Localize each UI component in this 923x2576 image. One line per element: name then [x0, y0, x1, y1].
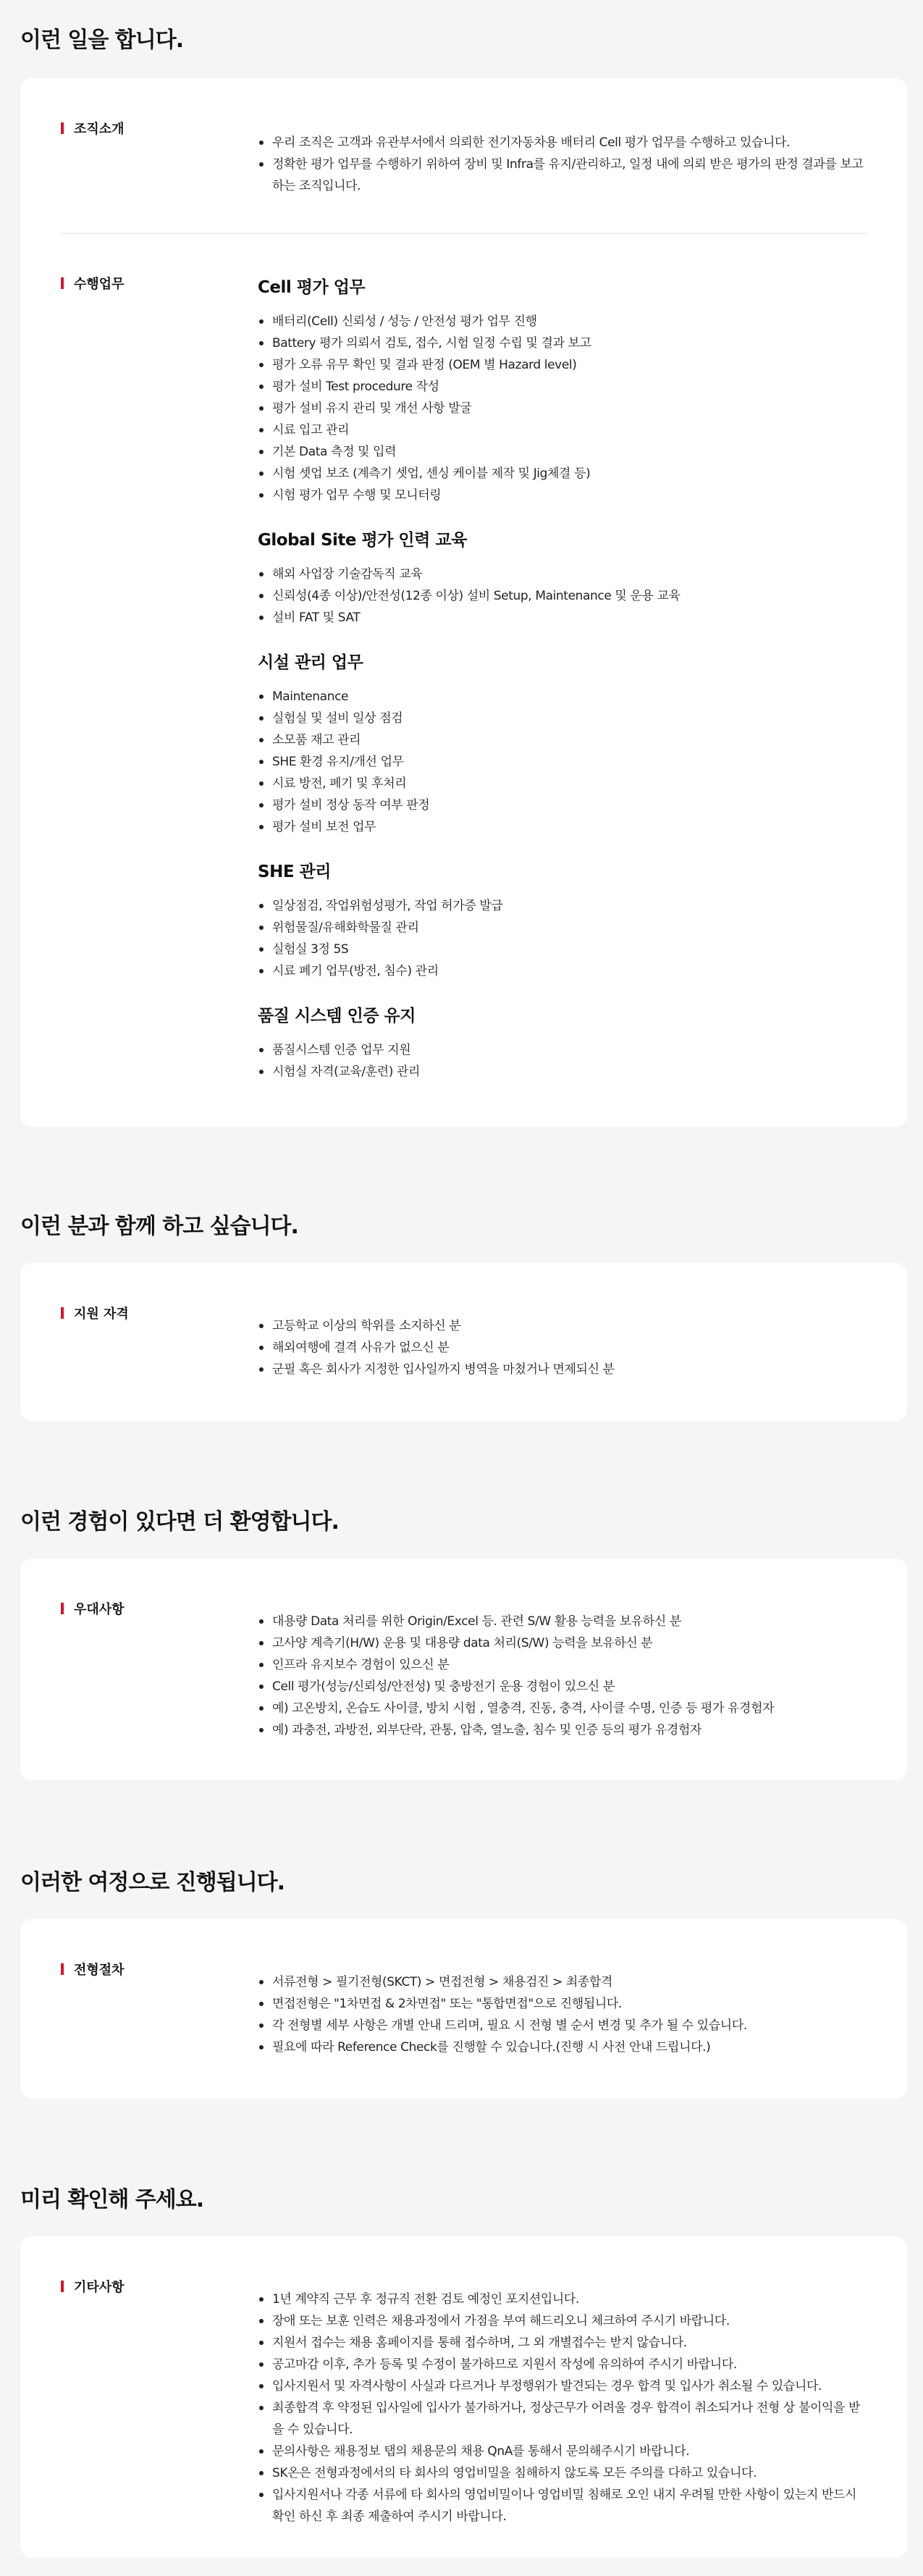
list-item: 시험 셋업 보조 (계측기 셋업, 센싱 케이블 제작 및 Jig체결 등) [258, 463, 867, 484]
list-item: 품질시스템 인증 업무 지원 [258, 1039, 867, 1061]
duty-block-list [258, 1039, 867, 1083]
duty-block [258, 1002, 867, 1083]
red-marker-icon [61, 1307, 64, 1319]
duty-block [258, 274, 867, 506]
job-description-card [20, 78, 907, 1127]
list-item: 해외여행에 결격 사유가 없으신 분 [258, 1337, 867, 1359]
list-item: 서류전형 > 필기전형(SKCT) > 면접전형 > 채용검진 > 최종합격 [258, 1971, 867, 1993]
org-intro-content [258, 132, 867, 197]
list-item: 평가 설비 정상 동작 여부 판정 [258, 794, 867, 816]
category-label: 조직소개 [74, 122, 125, 137]
list-item: 시험실 자격(교육/훈련) 관리 [258, 1061, 867, 1083]
list-item: 예) 고온방치, 온습도 사이클, 방치 시험 , 열충격, 진동, 충격, 사이클 수명, 인증 등 평가 유경험자 [258, 1698, 867, 1719]
section-title-process: 이러한 여정으로 진행됩니다. [20, 1870, 285, 1895]
list-item: 위험물질/유해화학물질 관리 [258, 917, 867, 939]
list-item: 시료 방전, 폐기 및 후처리 [258, 773, 867, 794]
list-item: 우리 조직은 고객과 유관부서에서 의뢰한 전기자동차용 배터리 Cell 평가 업무를 수행하고 있습니다. [258, 132, 867, 154]
list-item: 최종합격 후 약정된 입사일에 입사가 불가하거나, 정상근무가 어려울 경우 합격이 취소되거나 전형 상 불이익을 받을 수 있습니다. [258, 2397, 867, 2441]
list-item: 일상점검, 작업위험성평가, 작업 허가증 발급 [258, 895, 867, 917]
duty-block-title: SHE 관리 [258, 863, 331, 881]
red-marker-icon [61, 277, 64, 289]
red-marker-icon [61, 2281, 64, 2292]
list-item: 평가 설비 보전 업무 [258, 816, 867, 838]
list-item: 배터리(Cell) 신뢰성 / 성능 / 안전성 평가 업무 진행 [258, 311, 867, 332]
notice-list [258, 2288, 867, 2527]
list-item: 고사양 계측기(H/W) 운용 및 대용량 data 처리(S/W) 능력을 보유하신 분 [258, 1632, 867, 1654]
list-item: 시료 입고 관리 [258, 419, 867, 441]
section-title-preferred: 이런 경험이 있다면 더 환영합니다. [20, 1509, 339, 1535]
list-item: 기본 Data 측정 및 입력 [258, 441, 867, 463]
category-qualifications [61, 1304, 129, 1322]
category-label: 우대사항 [74, 1602, 125, 1617]
category-preferred [61, 1599, 125, 1618]
list-item: 소모품 재고 관리 [258, 729, 867, 751]
list-item: 입사지원서 및 자격사항이 사실과 다르거나 부정행위가 발견되는 경우 합격 및 입사가 취소될 수 있습니다. [258, 2375, 867, 2397]
list-item: 예) 과충전, 과방전, 외부단락, 관통, 압축, 열노출, 침수 및 인증 등의 평가 유경험자 [258, 1719, 867, 1741]
category-duty [61, 274, 125, 293]
list-item: 실험실 3정 5S [258, 939, 867, 960]
duty-content [258, 274, 867, 1083]
list-item: 평가 설비 유지 관리 및 개선 사항 발굴 [258, 398, 867, 419]
list-item: 인프라 유지보수 경험이 있으신 분 [258, 1654, 867, 1676]
list-item: 평가 설비 Test procedure 작성 [258, 376, 867, 398]
list-item: 시험 평가 업무 수행 및 모니터링 [258, 484, 867, 506]
list-item: 지원서 접수는 채용 홈페이지를 통해 접수하며, 그 외 개별접수는 받지 않습니다. [258, 2332, 867, 2354]
list-item: Maintenance [258, 686, 867, 708]
duty-block [258, 526, 867, 629]
qualifications-list [258, 1315, 867, 1380]
red-marker-icon [61, 1603, 64, 1614]
list-item: SK온은 전형과정에서의 타 회사의 영업비밀을 침해하지 않도록 모든 주의를 다하고 있습니다. [258, 2462, 867, 2484]
list-item: 고등학교 이상의 학위를 소지하신 분 [258, 1315, 867, 1337]
list-item: 필요에 따라 Reference Check를 진행할 수 있습니다.(진행 시 사전 안내 드립니다.) [258, 2036, 867, 2058]
notice-content [258, 2288, 867, 2527]
list-item: 신뢰성(4종 이상)/안전성(12종 이상) 설비 Setup, Maintenance 및 운용 교육 [258, 585, 867, 607]
duty-block-list [258, 686, 867, 838]
duty-block-title: 시설 관리 업무 [258, 653, 363, 672]
red-marker-icon [61, 1963, 64, 1975]
list-item: 시료 폐기 업무(방전, 침수) 관리 [258, 960, 867, 982]
preferred-card [20, 1558, 907, 1780]
list-item: 해외 사업장 기술감독직 교육 [258, 563, 867, 585]
duty-block-title: 품질 시스템 인증 유지 [258, 1007, 416, 1025]
category-label: 기타사항 [74, 2280, 125, 2295]
list-item: 문의사항은 채용정보 탭의 채용문의 채용 QnA를 통해서 문의해주시기 바랍니다. [258, 2441, 867, 2462]
list-item: 공고마감 이후, 추가 등록 및 수정이 불가하므로 지원서 작성에 유의하여 주시기 바랍니다. [258, 2354, 867, 2375]
category-notice [61, 2277, 125, 2296]
duty-block-list [258, 311, 867, 506]
section-title-notice: 미리 확인해 주세요. [20, 2187, 204, 2212]
duty-block-title: Cell 평가 업무 [258, 278, 366, 297]
duty-block [258, 649, 867, 838]
category-process [61, 1960, 125, 1979]
list-item: 1년 계약직 근무 후 정규직 전환 검토 예정인 포지션입니다. [258, 2288, 867, 2310]
section-title-qualifications: 이런 분과 함께 하고 싶습니다. [20, 1214, 298, 1239]
qualifications-content [258, 1315, 867, 1380]
list-item: 실험실 및 설비 일상 점검 [258, 708, 867, 729]
duty-block-list [258, 563, 867, 629]
org-intro-list [258, 132, 867, 197]
list-item: 입사지원서나 각종 서류에 타 회사의 영업비밀이나 영업비밀 침해로 오인 내지 우려될 만한 사항이 있는지 반드시 확인 하신 후 최종 제출하여 주시기 바랍니다. [258, 2484, 867, 2527]
list-item: 정확한 평가 업무를 수행하기 위하여 장비 및 Infra를 유지/관리하고, 일정 내에 의뢰 받은 평가의 판정 결과를 보고하는 조직입니다. [258, 154, 867, 197]
category-label: 전형절차 [74, 1963, 125, 1978]
list-item: 대용량 Data 처리를 위한 Origin/Excel 등. 관련 S/W 활용 능력을 보유하신 분 [258, 1611, 867, 1632]
category-label: 수행업무 [74, 277, 125, 292]
list-item: 각 전형별 세부 사항은 개별 안내 드리며, 필요 시 전형 별 순서 변경 및 추가 될 수 있습니다. [258, 2015, 867, 2036]
process-list [258, 1971, 867, 2058]
list-item: SHE 환경 유지/개선 업무 [258, 751, 867, 773]
red-marker-icon [61, 122, 64, 134]
category-org-intro [61, 119, 125, 138]
list-item: Cell 평가(성능/신뢰성/안전성) 및 충방전기 운용 경험이 있으신 분 [258, 1676, 867, 1698]
process-card [20, 1919, 907, 2099]
process-content [258, 1971, 867, 2058]
list-item: 평가 오류 유무 확인 및 결과 판정 (OEM 별 Hazard level) [258, 354, 867, 376]
duty-block-list [258, 895, 867, 982]
list-item: Battery 평가 의뢰서 검토, 접수, 시험 일정 수립 및 결과 보고 [258, 332, 867, 354]
qualifications-card [20, 1263, 907, 1421]
list-item: 장애 또는 보훈 인력은 채용과정에서 가점을 부여 해드리오니 체크하여 주시기 바랍니다. [258, 2310, 867, 2332]
duty-block-title: Global Site 평가 인력 교육 [258, 531, 467, 550]
category-label: 지원 자격 [74, 1306, 129, 1322]
list-item: 군필 혹은 회사가 지정한 입사일까지 병역을 마쳤거나 면제되신 분 [258, 1359, 867, 1380]
section-title-job-description: 이런 일을 합니다. [20, 28, 184, 53]
list-item: 설비 FAT 및 SAT [258, 607, 867, 629]
notice-card [20, 2236, 907, 2558]
section-divider [61, 233, 867, 234]
preferred-list [258, 1611, 867, 1741]
list-item: 면접전형은 "1차면접 & 2차면접" 또는 "통합면접"으로 진행됩니다. [258, 1993, 867, 2015]
preferred-content [258, 1611, 867, 1741]
duty-block [258, 858, 867, 982]
